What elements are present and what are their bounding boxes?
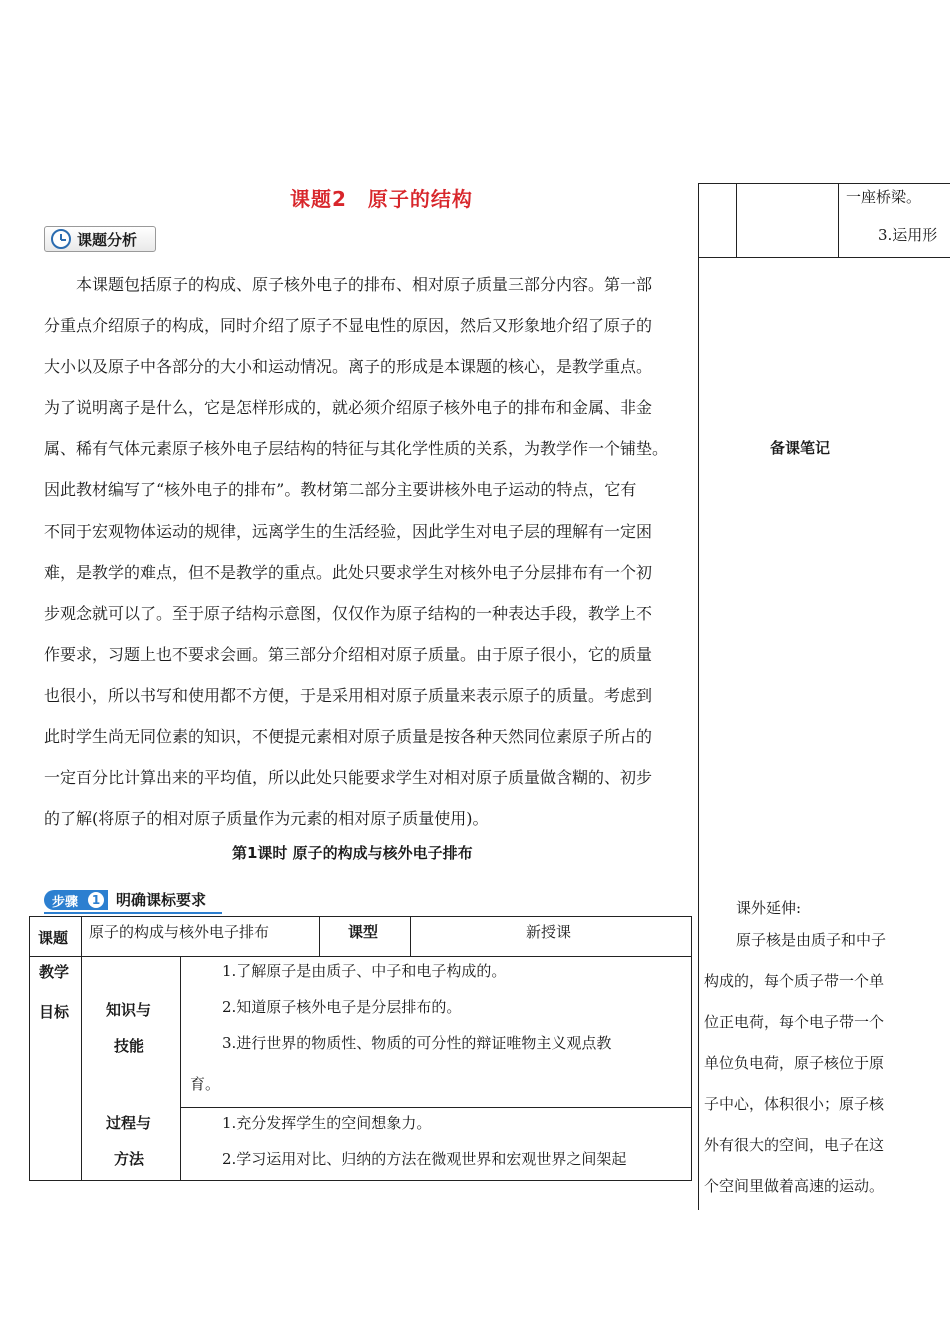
type-value: 新授课	[526, 923, 572, 941]
notes-heading: 备课笔记	[770, 439, 831, 457]
intro-line: 也很小，所以书写和使用都不方便，于是采用相对原子质量来表示原子的质量。考虑到	[44, 685, 653, 705]
section-badge	[44, 226, 156, 252]
intro-line: 难，是教学的难点，但不是教学的重点。此处只要求学生对核外电子分层排布有一个初	[44, 562, 653, 582]
knowledge-item: 育。	[190, 1075, 221, 1093]
step-pill	[44, 890, 108, 910]
intro-line: 一定百分比计算出来的平均值，所以此处只能要求学生对相对原子质量做含糊的、初步	[44, 768, 653, 788]
extension-line: 位正电荷，每个电子带一个	[704, 1013, 885, 1031]
process-item: 1.充分发挥学生的空间想象力。	[222, 1114, 432, 1132]
knowledge-label: 技能	[114, 1037, 145, 1055]
step-prefix: 步骤	[52, 895, 79, 910]
intro-line: 属、稀有气体元素原子核外电子层结构的特征与其化学性质的关系，为教学作一个铺垫。	[44, 439, 669, 459]
right-cell-text: 一座桥梁。	[846, 188, 922, 206]
step-label: 明确课标要求	[116, 891, 207, 909]
table-border-bottom	[29, 1180, 692, 1181]
table-border-row1	[29, 956, 692, 957]
clock-icon	[51, 229, 71, 249]
page-title: 课题2 原子的结构	[290, 187, 473, 211]
extension-title: 课外延伸:	[736, 899, 802, 917]
section-badge-label: 课题分析	[77, 231, 138, 249]
step-banner	[44, 889, 222, 911]
extension-line: 构成的，每个质子带一个单	[704, 972, 885, 990]
intro-line: 为了说明离子是什么，它是怎样形成的，就必须介绍原子核外电子的排布和金属、非金	[44, 398, 653, 418]
intro-line: 的了解(将原子的相对原子质量作为元素的相对原子质量使用)。	[44, 809, 489, 829]
intro-line: 分重点介绍原子的构成，同时介绍了原子不显电性的原因，然后又形象地介绍了原子的	[44, 316, 653, 336]
table-col-divider	[319, 916, 320, 956]
table-border-left	[29, 916, 30, 1181]
topic-value: 原子的构成与核外电子排布	[89, 923, 270, 941]
intro-line: 本课题包括原子的构成、原子核外电子的排布、相对原子质量三部分内容。第一部	[76, 275, 653, 294]
right-table-col	[838, 183, 839, 258]
extension-line: 原子核是由质子和中子	[736, 931, 887, 949]
right-cell-text: 3.运用形	[878, 226, 938, 244]
intro-line: 作要求，习题上也不要求会画。第三部分介绍相对原子质量。由于原子很小，它的质量	[44, 644, 653, 664]
right-table-col	[736, 183, 737, 258]
process-item: 2.学习运用对比、归纳的方法在微观世界和宏观世界之间架起	[222, 1150, 627, 1168]
process-label: 过程与	[106, 1114, 152, 1132]
topic-label: 课题	[38, 929, 69, 947]
right-table-col	[698, 183, 699, 258]
table-col-divider	[180, 956, 181, 1181]
goals-label: 教学	[39, 963, 70, 981]
intro-line: 不同于宏观物体运动的规律，远离学生的生活经验，因此学生对电子层的理解有一定困	[44, 521, 653, 541]
process-label: 方法	[114, 1150, 145, 1168]
intro-line: 大小以及原子中各部分的大小和运动情况。离子的形成是本课题的核心，是教学重点。	[44, 357, 653, 377]
type-label: 课型	[348, 923, 379, 941]
table-col-divider	[81, 916, 82, 1181]
intro-line: 此时学生尚无同位素的知识，不便提元素相对原子质量是按各种天然同位素原子所占的	[44, 727, 653, 747]
extension-line: 子中心，体积很小；原子核	[704, 1095, 885, 1113]
table-border-row2	[180, 1107, 692, 1108]
knowledge-item: 2.知道原子核外电子是分层排布的。	[222, 998, 462, 1016]
intro-line: 因此教材编写了“核外电子的排布”。教材第二部分主要讲核外电子运动的特点，它有	[44, 480, 637, 500]
lesson-title: 第1课时 原子的构成与核外电子排布	[232, 844, 473, 862]
goals-label: 目标	[39, 1003, 70, 1021]
extension-text	[704, 920, 914, 1207]
notes-divider	[698, 258, 699, 1210]
extension-line: 外有很大的空间，电子在这	[704, 1136, 885, 1154]
step-underline	[44, 912, 222, 914]
extension-line: 个空间里做着高速的运动。	[704, 1177, 885, 1195]
table-border-right	[691, 916, 692, 1181]
table-border-top	[29, 916, 692, 917]
intro-line: 步观念就可以了。至于原子结构示意图，仅仅作为原子结构的一种表达手段，教学上不	[44, 603, 653, 623]
step-number: 1	[88, 892, 104, 908]
table-col-divider	[410, 916, 411, 956]
intro-paragraph	[44, 264, 694, 839]
knowledge-item: 1.了解原子是由质子、中子和电子构成的。	[222, 962, 507, 980]
extension-line: 单位负电荷，原子核位于原	[704, 1054, 885, 1072]
knowledge-item: 3.进行世界的物质性、物质的可分性的辩证唯物主义观点教	[222, 1034, 612, 1052]
knowledge-label: 知识与	[106, 1001, 152, 1019]
